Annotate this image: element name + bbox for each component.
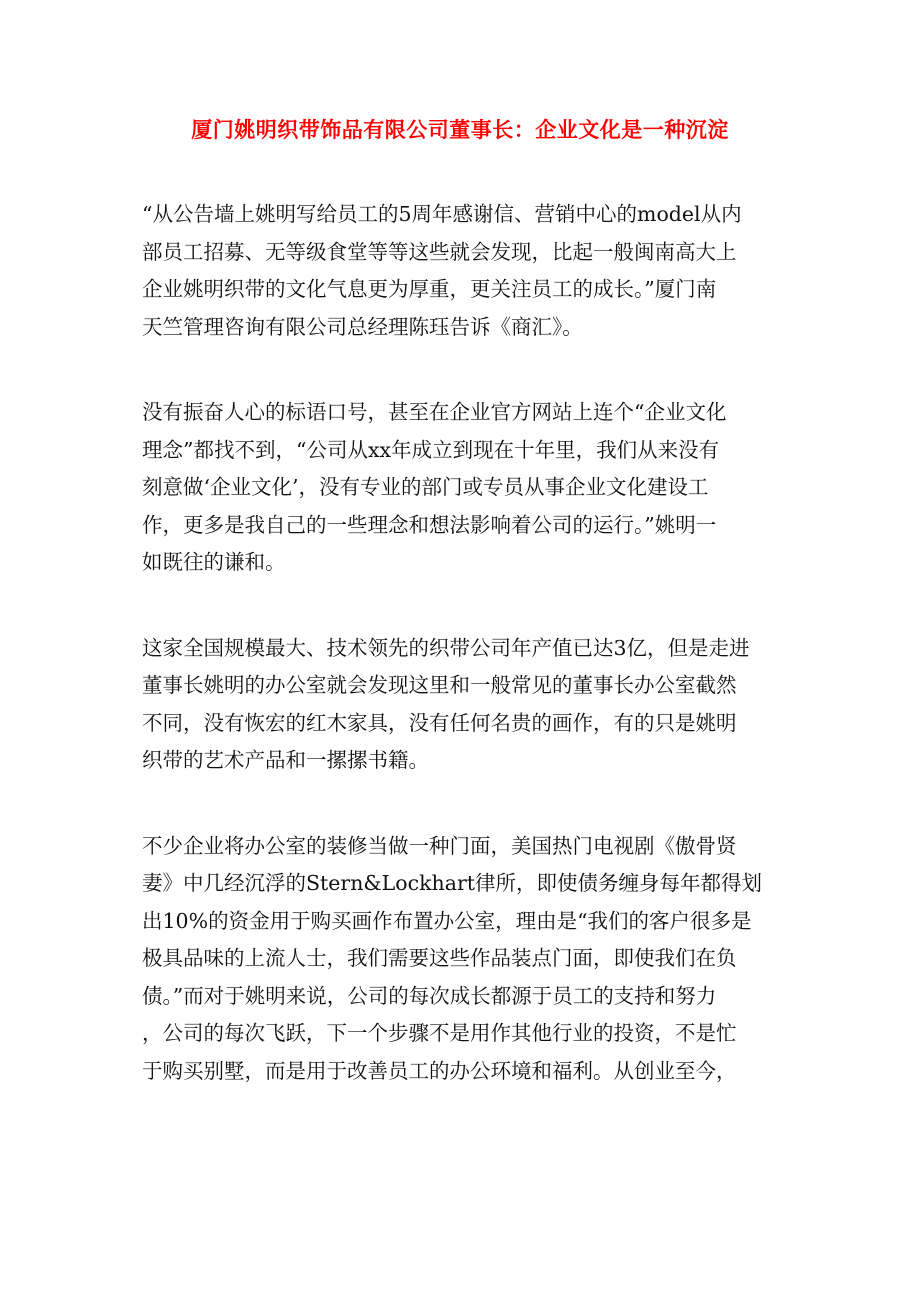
document-title: 厦门姚明织带饰品有限公司董事长：企业文化是一种沉淀	[191, 117, 729, 142]
paragraph-line: 妻》中几经沉浮的Stern&Lockhart律所，即使债务缠身每年都得划	[142, 871, 762, 895]
paragraph-line: 作，更多是我自己的一些理念和想法影响着公司的运行。”姚明一	[142, 512, 717, 537]
paragraph-line: 部员工招募、无等级食堂等等这些就会发现，比起一般闽南高大上	[142, 239, 737, 264]
paragraph-1	[142, 196, 782, 346]
paragraph-line: 企业姚明织带的文化气息更为厚重，更关注员工的成长。”厦门南	[142, 277, 717, 301]
paragraph-line: “从公告墙上姚明写给员工的5周年感谢信、营销中心的model从内	[142, 202, 742, 226]
paragraph-line: 不同，没有恢宏的红木家具，没有任何名贵的画作，有的只是姚明	[142, 710, 737, 735]
paragraph-line: 债。”而对于姚明来说，公司的每次成长都源于员工的支持和努力	[142, 983, 717, 1008]
paragraph-line: 织带的艺术产品和一摞摞书籍。	[142, 748, 429, 772]
paragraph-line: 刻意做‘企业文化’，没有专业的部门或专员从事企业文化建设工	[142, 475, 709, 499]
paragraph-line: ，公司的每次飞跃，下一个步骤不是用作其他行业的投资，不是忙	[142, 1021, 737, 1045]
paragraph-line: 这家全国规模最大、技术领先的织带公司年产值已达3亿，但是走进	[142, 635, 750, 660]
paragraph-line: 极具品味的上流人士，我们需要这些作品装点门面，即使我们在负	[142, 946, 737, 970]
paragraph-4	[142, 828, 782, 1091]
paragraph-line: 没有振奋人心的标语口号，甚至在企业官方网站上连个“企业文化	[142, 400, 727, 424]
paragraph-line: 于购买别墅，而是用于改善员工的办公环境和福利。从创业至今，	[142, 1058, 737, 1083]
paragraph-line: 天竺管理咨询有限公司总经理陈珏告诉《商汇》。	[142, 314, 583, 339]
paragraph-line: 不少企业将办公室的装修当做一种门面，美国热门电视剧《傲骨贤	[142, 833, 737, 858]
paragraph-line: 如既往的谦和。	[142, 550, 286, 574]
paragraph-line: 理念”都找不到，“公司从xx年成立到现在十年里，我们从来没有	[142, 437, 720, 462]
paragraph-line: 出10%的资金用于购买画作布置办公室，理由是“我们的客户很多是	[142, 908, 752, 933]
document-body	[142, 196, 782, 1138]
paragraph-line: 董事长姚明的办公室就会发现这里和一般常见的董事长办公室截然	[142, 673, 737, 697]
paragraph-2	[142, 394, 782, 582]
paragraph-3	[142, 630, 782, 780]
